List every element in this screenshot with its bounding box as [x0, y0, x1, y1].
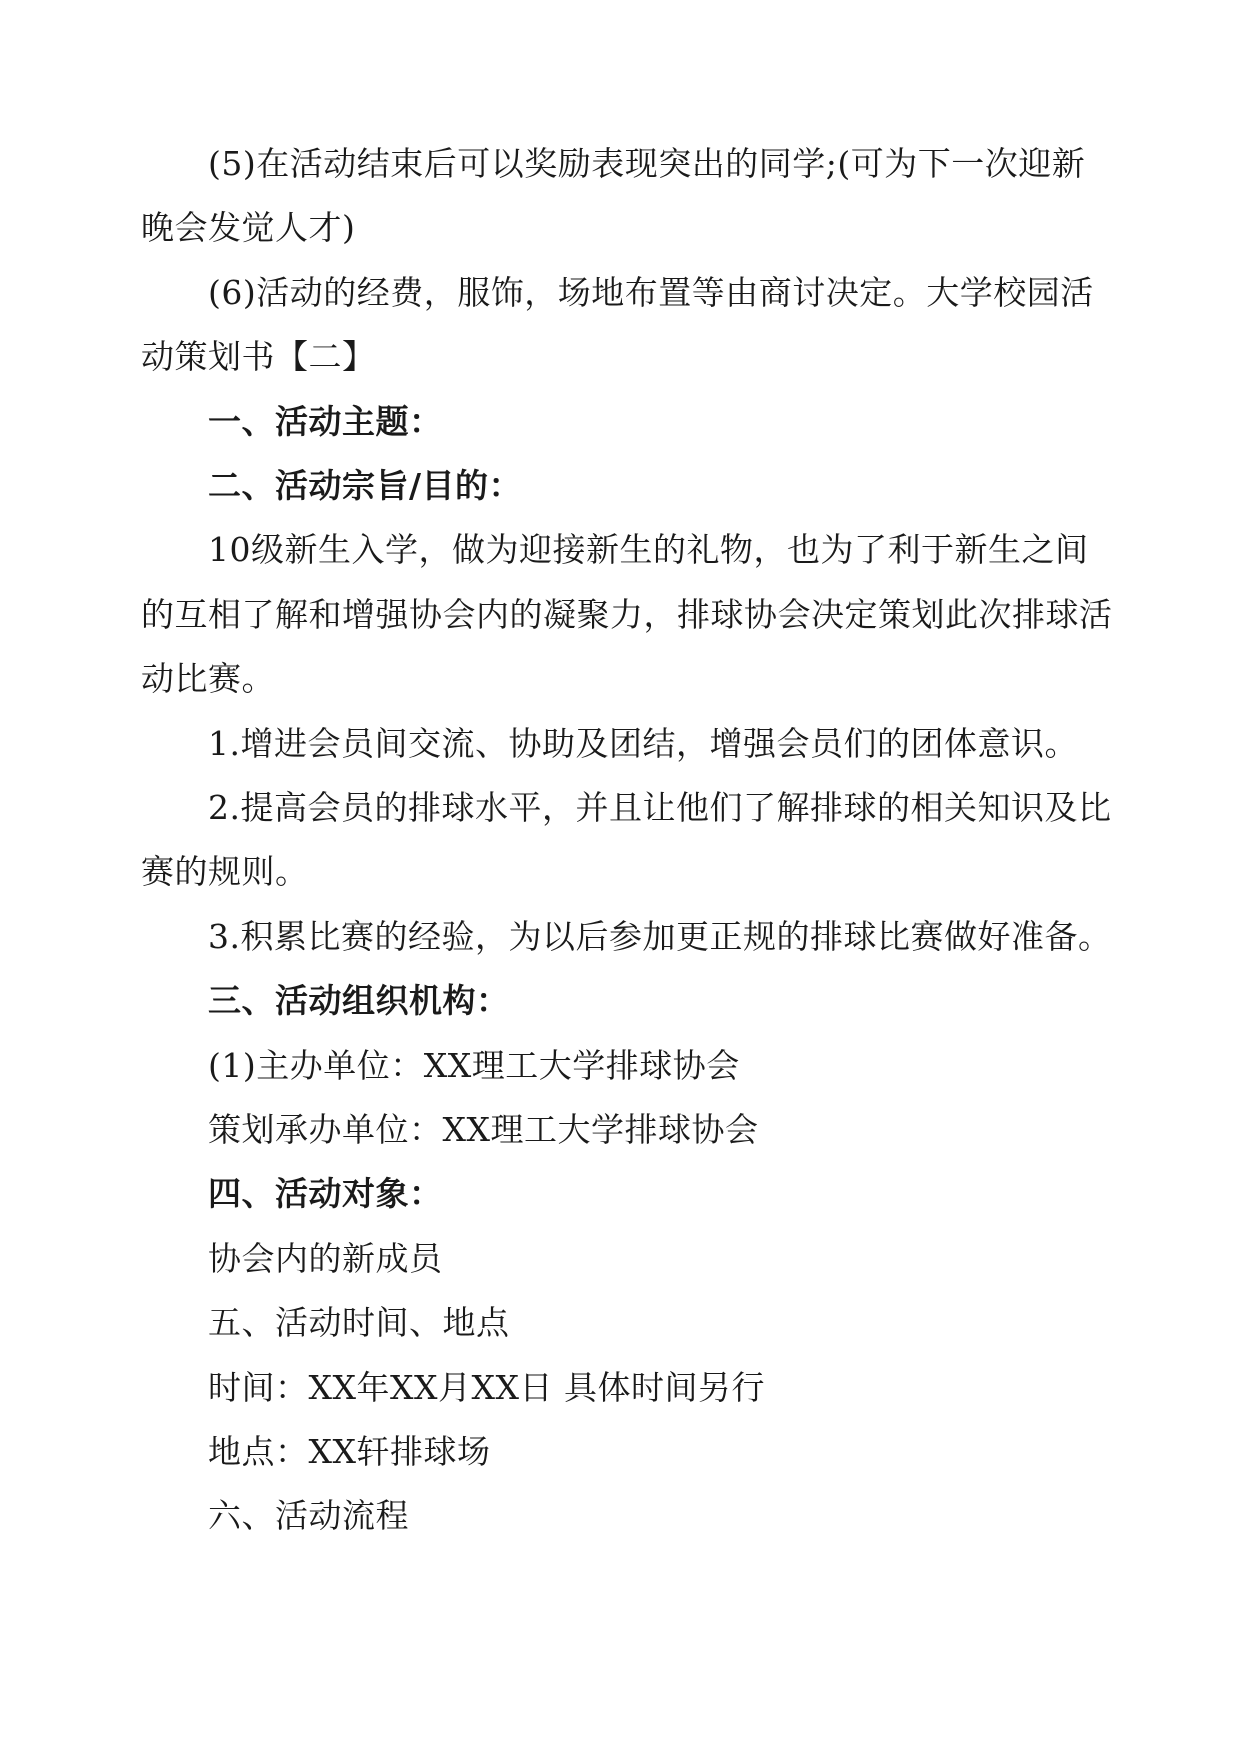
goal-2-line-1: 2.提高会员的排球水平，并且让他们了解排球的相关知识及比 — [208, 788, 1112, 827]
heading-purpose: 二、活动宗旨/目的： — [208, 466, 523, 505]
co-organizer: 策划承办单位：XX理工大学排球协会 — [208, 1110, 759, 1149]
purpose-line-1: 10级新生入学，做为迎接新生的礼物，也为了利于新生之间 — [208, 530, 1089, 569]
time: 时间：XX年XX月XX日 具体时间另行 — [208, 1368, 765, 1407]
place: 地点：XX轩排球场 — [208, 1432, 491, 1471]
paragraph-6-line-2: 动策划书【二】 — [141, 337, 376, 376]
heading-process: 六、活动流程 — [208, 1496, 409, 1535]
paragraph-5-line-2: 晚会发觉人才) — [141, 208, 356, 247]
organizer: (1)主办单位：XX理工大学排球协会 — [208, 1046, 740, 1085]
heading-theme: 一、活动主题： — [208, 402, 443, 441]
purpose-line-3: 动比赛。 — [141, 659, 275, 698]
heading-audience: 四、活动对象： — [208, 1174, 443, 1213]
goal-1: 1.增进会员间交流、协助及团结，增强会员们的团体意识。 — [208, 724, 1078, 763]
purpose-line-2: 的互相了解和增强协会内的凝聚力，排球协会决定策划此次排球活 — [141, 595, 1113, 634]
audience: 协会内的新成员 — [208, 1239, 443, 1278]
goal-2-line-2: 赛的规则。 — [141, 852, 309, 891]
heading-time-place: 五、活动时间、地点 — [208, 1303, 510, 1342]
paragraph-5-line-1: (5)在活动结束后可以奖励表现突出的同学;(可为下一次迎新 — [208, 144, 1086, 183]
paragraph-6-line-1: (6)活动的经费，服饰，场地布置等由商讨决定。大学校园活 — [208, 273, 1094, 312]
heading-organization: 三、活动组织机构： — [208, 981, 510, 1020]
goal-3: 3.积累比赛的经验，为以后参加更正规的排球比赛做好准备。 — [208, 917, 1112, 956]
